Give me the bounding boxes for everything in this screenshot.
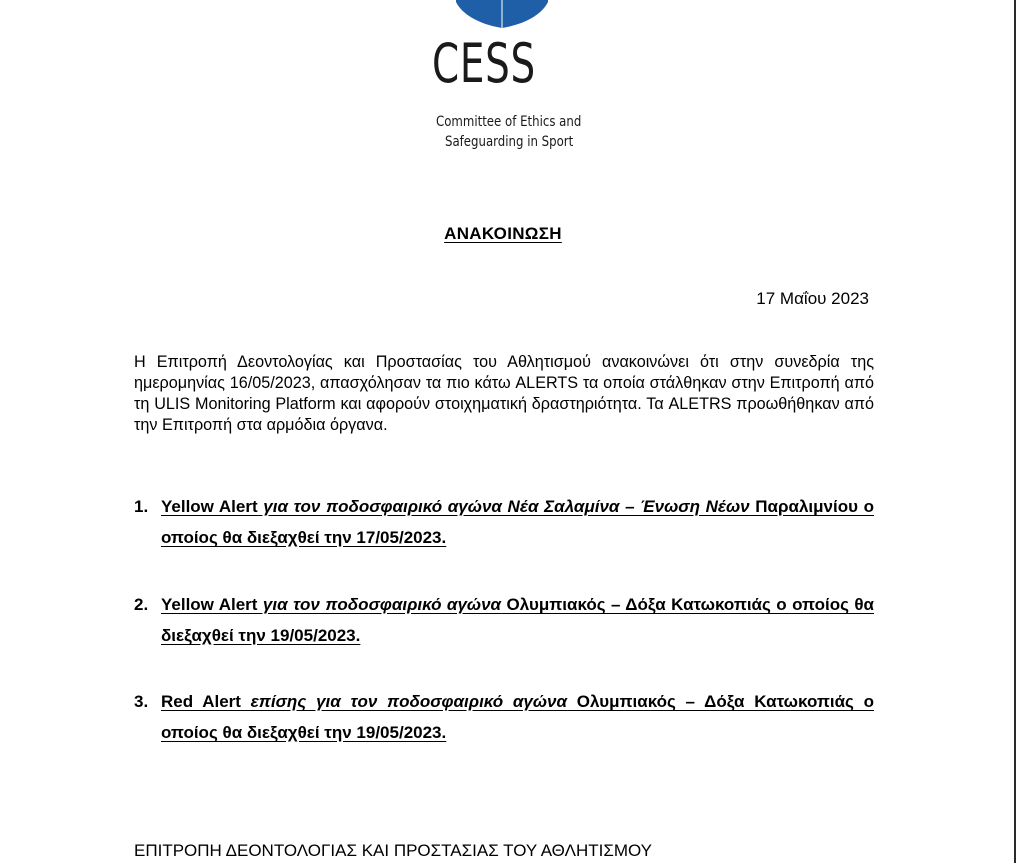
- alert-level: Yellow Alert: [161, 595, 258, 614]
- list-item-text: [161, 589, 874, 651]
- alert-description-italic: για τον ποδοσφαιρικό αγώνα: [257, 595, 502, 614]
- alert-description: Ολυμπιακός – Δόξα Κατωκοπιάς ο οποίος θα διεξαχθεί την 19/05/2023.: [161, 595, 875, 645]
- page-edge-divider: [1014, 0, 1016, 863]
- shield-icon: [456, 0, 548, 28]
- alert-level: Red Alert: [161, 692, 241, 711]
- list-item-number: 2.: [134, 595, 149, 614]
- announcement-heading: ΑΝΑΚΟΙΝΩΣΗ: [444, 224, 562, 243]
- alert-description: Ολυμπιακός – Δόξα Κατωκοπιάς ο οποίος θα διεξαχθεί την 19/05/2023.: [161, 692, 875, 742]
- logo-subtitle-line2: Safeguarding in Sport: [445, 134, 574, 150]
- alert-description-italic: επίσης για τον ποδοσφαιρικό αγώνα: [240, 692, 568, 711]
- announcement-date: 17 Μαΐου 2023: [756, 289, 869, 308]
- logo-subtitle-line1: Committee of Ethics and: [436, 114, 582, 130]
- alert-level: Yellow Alert: [161, 497, 258, 516]
- list-item-number: 1.: [134, 497, 149, 516]
- logo-acronym: CESS: [432, 32, 536, 95]
- list-item-text: [161, 491, 874, 553]
- intro-paragraph: Η Επιτροπή Δεοντολογίας και Προστασίας του Αθλητισμού ανακοινώνει ότι στην συνεδρία της ημερομηνίας 16/05/2023, απασχόλησαν τα πιο κάτω ALERTS τα οποία στάλθηκαν στην Επιτροπή από τη ULIS Monitoring Platform και αφορούν στοιχηματική δραστηριότητα. Τα ALETRS προωθήθηκαν από την Επιτροπή στα αρμόδια όργανα.: [134, 353, 874, 434]
- committee-signature: ΕΠΙΤΡΟΠΗ ΔΕΟΝΤΟΛΟΓΙΑΣ ΚΑΙ ΠΡΟΣΤΑΣΙΑΣ ΤΟΥ ΑΘΛΗΤΙΣΜΟΥ: [134, 841, 653, 860]
- alert-description-italic: για τον ποδοσφαιρικό αγώνα Νέα Σαλαμίνα – Ένωση Νέων: [257, 497, 750, 516]
- alert-description: Παραλιμνίου ο οποίος θα διεξαχθεί την 17/05/2023.: [161, 497, 874, 547]
- list-item-text: [161, 686, 874, 748]
- list-item-number: 3.: [134, 692, 149, 711]
- cess-logo: [430, 0, 580, 160]
